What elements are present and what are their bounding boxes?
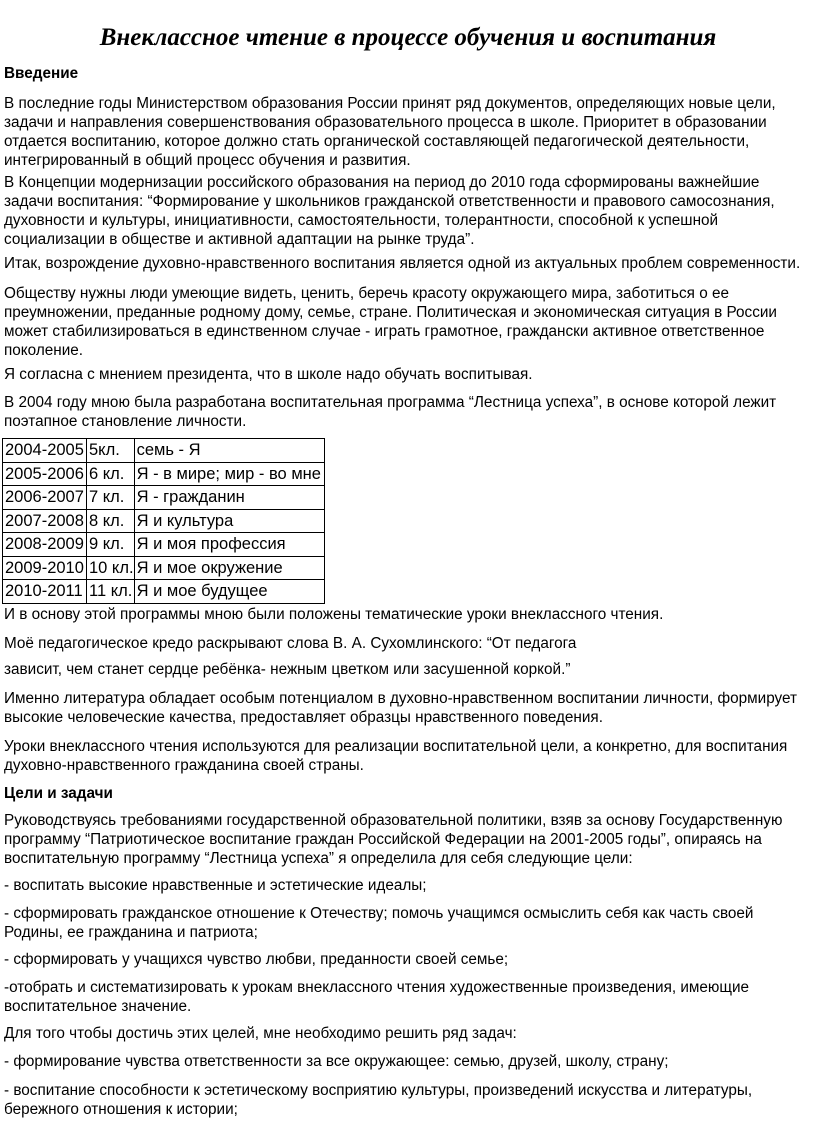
paragraph-8: Моё педагогическое кредо раскрывают слова В. А. Сухомлинского: “От педагога: [4, 635, 577, 652]
table-cell-years: 2009-2010: [3, 556, 87, 580]
table-row: [3, 462, 325, 486]
table-cell-years: 2010-2011: [3, 580, 87, 604]
table-cell-years: 2004-2005: [3, 439, 87, 463]
program-table-body: [3, 439, 325, 604]
paragraph-11: Уроки внеклассного чтения используются для реализации воспитательной цели, а конкретно, для воспитания духовно-нравственного гражданина своей страны.: [4, 738, 788, 774]
table-cell-theme: Я и мое будущее: [134, 580, 324, 604]
table-cell-grade: 10 кл.: [87, 556, 135, 580]
goal-item-3: - сформировать у учащихся чувство любви, преданности своей семье;: [4, 951, 509, 968]
table-cell-grade: 7 кл.: [87, 486, 135, 510]
table-row: [3, 580, 325, 604]
table-cell-grade: 6 кл.: [87, 462, 135, 486]
paragraph-tasks-intro: Для того чтобы достичь этих целей, мне необходимо решить ряд задач:: [4, 1025, 517, 1042]
task-item-2: - воспитание способности к эстетическому восприятию культуры, произведений искусства и литературы, бережного отношения к истории;: [4, 1082, 753, 1118]
table-row: [3, 533, 325, 557]
paragraph-5: Я согласна с мнением президента, что в школе надо обучать воспитывая.: [4, 366, 533, 383]
program-table: [2, 438, 325, 604]
paragraph-4: Обществу нужны люди умеющие видеть, ценить, беречь красоту окружающего мира, заботиться о ее преумножении, преданные родному дому, семье, стране. Политическая и экономическая ситуация в России может стабилизироваться в единственном случае - играть грамотное, граждански активное ответственное поколение.: [4, 285, 777, 359]
table-cell-years: 2008-2009: [3, 533, 87, 557]
goal-item-4: -отобрать и систематизировать к урокам внеклассного чтения художественные произведения, имеющие воспитательное значение.: [4, 979, 750, 1015]
paragraph-12: Руководствуясь требованиями государственной образовательной политики, взяв за основу Государственную программу “Патриотическое воспитание граждан Российской Федерации на 2001-2005 годы”, опираясь на воспитательную программу “Лестница успеха” я определила для себя следующие цели:: [4, 812, 783, 867]
table-row: [3, 556, 325, 580]
table-row: [3, 439, 325, 463]
table-cell-grade: 11 кл.: [87, 580, 135, 604]
goal-item-2: - сформировать гражданское отношение к Отечеству; помочь учащимся осмыслить себя как часть своей Родины, ее гражданина и патриота;: [4, 905, 754, 941]
table-cell-theme: Я и моя профессия: [134, 533, 324, 557]
task-item-1: - формирование чувства ответственности за все окружающее: семью, друзей, школу, страну;: [4, 1053, 669, 1070]
table-cell-grade: 8 кл.: [87, 509, 135, 533]
paragraph-3: Итак, возрождение духовно-нравственного воспитания является одной из актуальных проблем современности.: [4, 255, 801, 272]
intro-heading: Введение: [4, 65, 79, 82]
paragraph-2: В Концепции модернизации российского образования на период до 2010 года сформированы важнейшие задачи воспитания: “Формирование у школьников гражданской ответственности и правового самосознания, духовности и культуры, инициативности, самостоятельности, толерантности, способной к успешной социализации в обществе и активной адаптации на рынке труда”.: [4, 174, 775, 248]
table-cell-theme: Я и мое окружение: [134, 556, 324, 580]
page-title: Внеклассное чтение в процессе обучения и воспитания: [99, 24, 717, 51]
table-row: [3, 486, 325, 510]
table-row: [3, 509, 325, 533]
goal-item-1: - воспитать высокие нравственные и эстетические идеалы;: [4, 877, 427, 894]
paragraph-10: Именно литература обладает особым потенциалом в духовно-нравственном воспитании личности, формирует высокие человеческие качества, предоставляет образцы нравственного поведения.: [4, 690, 798, 726]
goals-heading: Цели и задачи: [4, 785, 113, 802]
table-cell-grade: 5кл.: [87, 439, 135, 463]
paragraph-9: зависит, чем станет сердце ребёнка- нежным цветком или засушенной коркой.”: [4, 661, 571, 678]
table-cell-years: 2005-2006: [3, 462, 87, 486]
table-cell-theme: Я - в мире; мир - во мне: [134, 462, 324, 486]
table-cell-years: 2006-2007: [3, 486, 87, 510]
paragraph-1: В последние годы Министерством образования России принят ряд документов, определяющих новые цели, задачи и направления совершенствования образовательного процесса в школе. Приоритет в образовании отдается воспитанию, которое должно стать органической составляющей педагогической деятельности, интегрированный в общий процесс обучения и развития.: [4, 95, 776, 169]
table-cell-theme: Я и культура: [134, 509, 324, 533]
table-cell-grade: 9 кл.: [87, 533, 135, 557]
paragraph-6: В 2004 году мною была разработана воспитательная программа “Лестница успеха”, в основе которой лежит поэтапное становление личности.: [4, 394, 777, 430]
paragraph-7: И в основу этой программы мною были положены тематические уроки внеклассного чтения.: [4, 606, 664, 623]
table-cell-years: 2007-2008: [3, 509, 87, 533]
table-cell-theme: Я - гражданин: [134, 486, 324, 510]
table-cell-theme: семь - Я: [134, 439, 324, 463]
